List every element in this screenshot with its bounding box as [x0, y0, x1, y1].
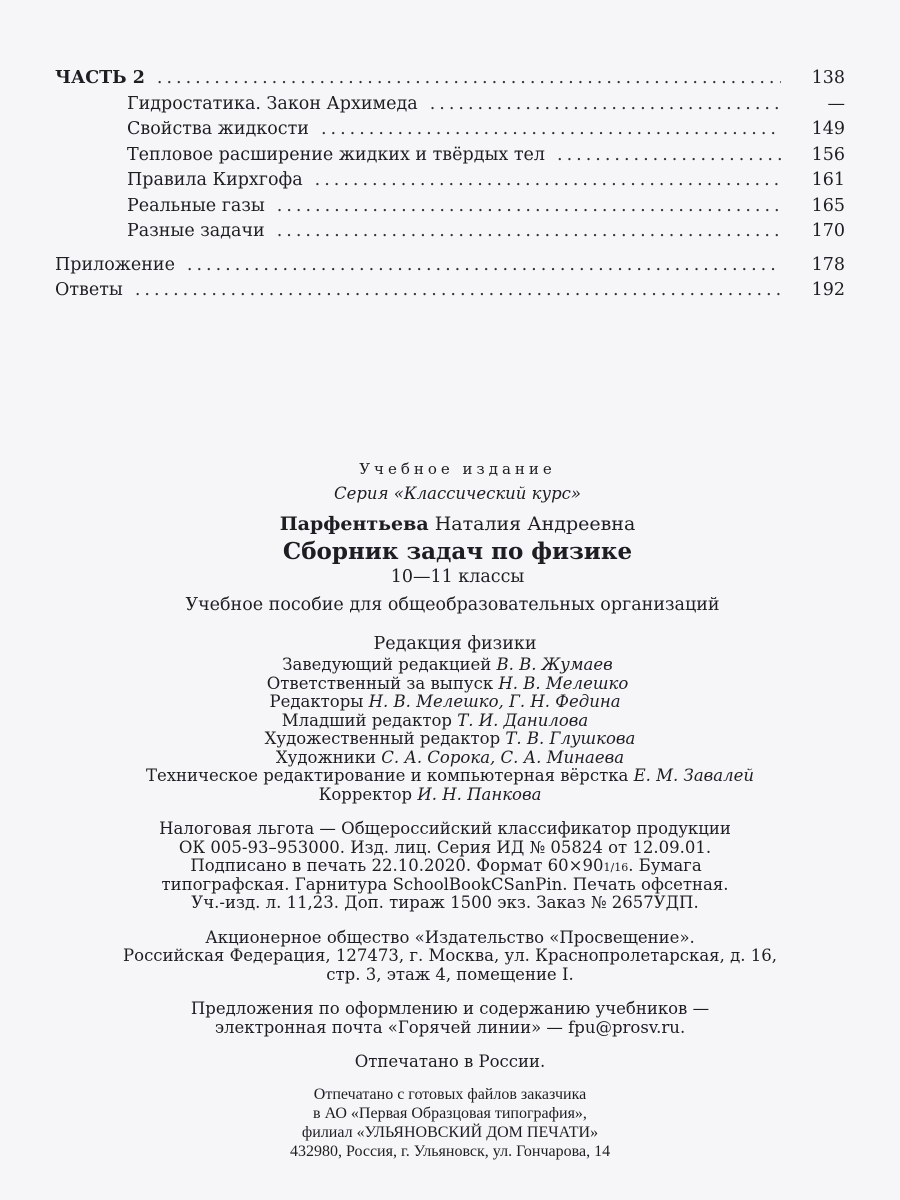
- printer-line: в АО «Первая Образцовая типография»,: [313, 1104, 587, 1122]
- staff-name: Е. М. Завалей: [633, 766, 754, 785]
- staff-role: Художественный редактор: [264, 729, 501, 748]
- printer-line: филиал «УЛЬЯНОВСКИЙ ДОМ ПЕЧАТИ»: [301, 1123, 599, 1141]
- staff-role: Ответственный за выпуск: [266, 673, 494, 693]
- author: [15, 512, 900, 535]
- grades: 10—11 классы: [390, 566, 525, 587]
- toc-chapter-title: Тепловое расширение жидких и твёрдых тел: [127, 144, 546, 165]
- staff-name: Н. В. Мелешко, Г. Н. Федина: [368, 692, 621, 711]
- staff-name: Н. В. Мелешко: [498, 673, 629, 693]
- toc-leader-dots: [135, 280, 781, 300]
- staff-name: В. В. Жумаев: [496, 655, 613, 674]
- printer-info: [0, 1087, 900, 1163]
- publisher-line: Российская Федерация, 127473, г. Москва, ул. Краснопролетарская, д. 16,: [123, 946, 777, 965]
- toc-page-number: 138: [811, 68, 845, 88]
- table-of-contents: [55, 68, 845, 306]
- format-text: Подписано в печать 22.10.2020. Формат 60×90: [190, 856, 604, 875]
- staff-role: Младший редактор: [281, 710, 452, 730]
- feedback-info: [0, 1001, 900, 1038]
- toc-leader-dots: [430, 94, 781, 114]
- staff-name: Т. И. Данилова: [457, 710, 589, 730]
- staff-name: Т. В. Глушкова: [505, 729, 636, 748]
- editorial-staff: [0, 633, 900, 806]
- book-purpose: Учебное пособие для общеобразовательных организаций: [185, 595, 720, 615]
- toc-appendix-row: [55, 255, 845, 281]
- toc-leader-dots: [321, 119, 781, 139]
- format-tail: . Бумага: [628, 856, 702, 875]
- toc-part-title: ЧАСТЬ 2: [55, 68, 145, 88]
- toc-leader-dots: [557, 145, 781, 165]
- toc-chapter-title: Разные задачи: [127, 221, 265, 241]
- detail-line: [0, 858, 900, 877]
- staff-role: Заведующий редакцией: [282, 655, 492, 674]
- toc-part-row: [55, 68, 845, 94]
- staff-role: Техническое редактирование и компьютерная вёрстка: [145, 766, 629, 785]
- toc-chapter-title: Правила Кирхгофа: [127, 170, 303, 190]
- toc-chapter-title: Гидростатика. Закон Архимеда: [127, 93, 418, 114]
- staff-line: [0, 784, 900, 806]
- toc-page-number: 170: [811, 221, 845, 241]
- publisher-line: стр. 3, этаж 4, помещение I.: [326, 964, 574, 984]
- toc-chapter-row: [55, 119, 845, 145]
- toc-page-number: 165: [811, 195, 845, 216]
- printed-in: Отпечатано в России.: [354, 1052, 546, 1071]
- publication-details: [0, 821, 900, 914]
- detail-line: типографская. Гарнитура SchoolBookCSanPin. Печать офсетная.: [161, 874, 729, 894]
- toc-leader-dots: [277, 196, 781, 216]
- toc-leader-dots: [187, 255, 781, 275]
- imprint-page: [0, 462, 900, 1163]
- format-fraction: 1/16: [603, 861, 629, 874]
- toc-page-number: 149: [811, 119, 845, 139]
- toc-chapter-row: [55, 145, 845, 171]
- toc-leader-dots: [157, 68, 781, 88]
- staff-role: Корректор: [318, 784, 413, 804]
- detail-line: Налоговая льгота — Общероссийский классификатор продукции: [159, 819, 731, 838]
- book-title: Сборник задач по физике: [282, 537, 633, 565]
- staff-role: Редакторы: [269, 692, 364, 711]
- author-name: Наталия Андреевна: [434, 512, 636, 535]
- staff-role: Художники: [275, 747, 376, 767]
- toc-appendix-title: Приложение: [55, 254, 175, 275]
- toc-page-number: 192: [811, 280, 845, 300]
- detail-line: ОК 005-93–953000. Изд. лиц. Серия ИД № 05824 от 12.09.01.: [178, 837, 712, 857]
- toc-page-number: 178: [811, 254, 845, 275]
- edition-type: Учебное издание: [359, 460, 556, 478]
- toc-answers-title: Ответы: [55, 280, 123, 300]
- detail-line: Уч.-изд. л. 11,23. Доп. тираж 1500 экз. Заказ № 2657УДП.: [191, 893, 699, 912]
- toc-chapter-row: [55, 221, 845, 247]
- toc-chapter-row: [55, 170, 845, 196]
- toc-page-number: —: [827, 93, 845, 114]
- toc-chapter-row: [55, 94, 845, 120]
- publisher-line: Акционерное общество «Издательство «Просвещение».: [205, 927, 695, 947]
- department: Редакция физики: [373, 633, 537, 654]
- publisher-info: [0, 927, 900, 986]
- toc-chapter-row: [55, 196, 845, 222]
- staff-name: С. А. Сорока, С. А. Минаева: [381, 747, 625, 767]
- printer-line: 432980, Россия, г. Ульяновск, ул. Гончарова, 14: [289, 1142, 611, 1160]
- toc-answers-row: [55, 280, 845, 306]
- series-name: Серия «Классический курс»: [333, 484, 581, 503]
- toc-chapter-title: Реальные газы: [127, 195, 265, 216]
- toc-leader-dots: [277, 221, 781, 241]
- feedback-line: электронная почта «Горячей линии» — fpu@prosv.ru.: [214, 1017, 686, 1037]
- toc-chapter-title: Свойства жидкости: [127, 119, 309, 139]
- toc-leader-dots: [315, 170, 781, 190]
- printer-line: Отпечатано с готовых файлов заказчика: [313, 1085, 587, 1103]
- toc-page-number: 156: [811, 144, 845, 165]
- feedback-line: Предложения по оформлению и содержанию учебников —: [190, 999, 710, 1018]
- staff-name: И. Н. Панкова: [417, 784, 542, 804]
- toc-page-number: 161: [811, 170, 845, 190]
- author-surname: Парфентьева: [279, 512, 429, 535]
